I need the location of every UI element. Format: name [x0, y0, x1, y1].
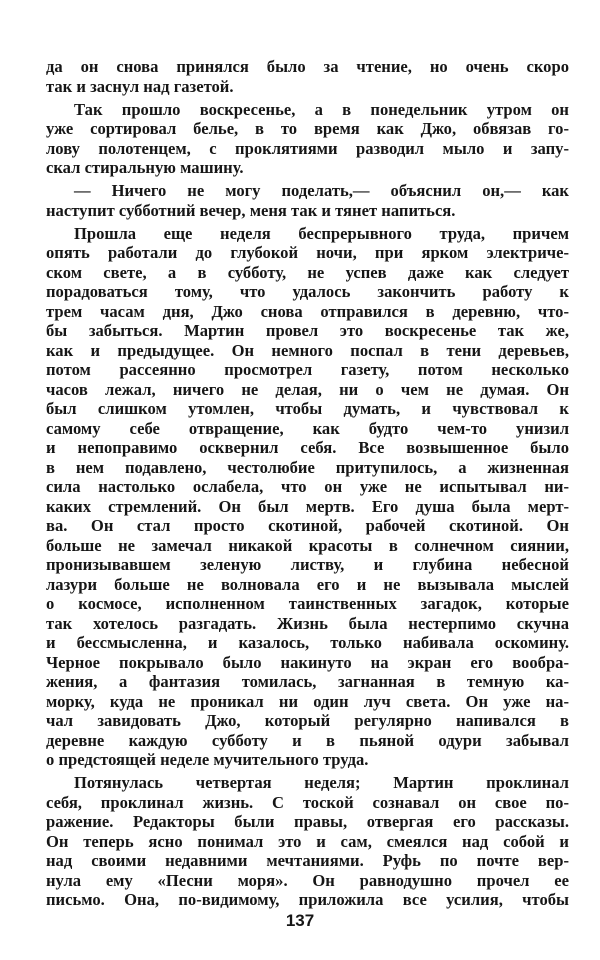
- text-line: лазури больше не волновала его и не вызывала мыслей: [46, 574, 569, 594]
- text-line: трем часам дня, Джо снова отправился в деревню, что-: [46, 301, 569, 321]
- text-line: и бессмысленна, и казалось, только набивала оскомину.: [46, 633, 569, 652]
- text-line: о космосе, исполненном таинственных загадок, которые: [46, 594, 569, 613]
- text-line: Потянулась четвертая неделя; Мартин проклинал: [74, 773, 569, 792]
- text-line: — Ничего не могу поделать,— объяснил он,— как: [74, 181, 569, 200]
- text-line: жения, а фантазия томилась, загнанная в темную ка-: [46, 672, 569, 691]
- paragraph: [46, 57, 569, 96]
- text-line: Он теперь ясно понимал это и сам, смеялся над собой и: [46, 831, 569, 851]
- text-line: и непоправимо осквернил себя. Все возвышенное было: [46, 438, 569, 457]
- text-line: так и заснул над газетой.: [46, 76, 234, 96]
- text-line: наступит субботний вечер, меня так и тянет напиться.: [46, 200, 456, 220]
- text-line: потом рассеянно просмотрел газету, потом несколько: [46, 360, 569, 379]
- text-line: так хотелось разгадать. Жизнь была нестерпимо скучна: [46, 613, 569, 633]
- text-line: ражение. Редакторы были правы, отвергая его рассказы.: [46, 812, 569, 831]
- text-line: каких стремлений. Он был мертв. Его душа была мерт-: [46, 496, 569, 516]
- paragraph: [46, 773, 569, 910]
- text-line: Черное покрывало было накинуто на экран его вообра-: [46, 652, 569, 672]
- text-line: ва. Он стал просто скотиной, рабочей скотиной. Он: [46, 516, 569, 535]
- text-line: себя, проклинал жизнь. С тоской сознавал он свое по-: [46, 792, 569, 812]
- page-text: [46, 57, 569, 910]
- text-line: скал стиральную машину.: [46, 158, 244, 177]
- text-line: опять работали до глубокой ночи, при ярком электриче-: [46, 243, 569, 262]
- text-line: чал завидовать Джо, который регулярно напивался в: [46, 711, 569, 730]
- text-line: да он снова принялся было за чтение, но очень скоро: [46, 57, 569, 76]
- text-line: часов лежал, ничего не делая, ни о чем не думая. Он: [46, 379, 569, 399]
- text-line: был слишком утомлен, чтобы думать, и чувствовал к: [46, 399, 569, 418]
- page-number: 137: [285, 911, 315, 930]
- text-line: бы забыться. Мартин провел это воскресенье так же,: [46, 321, 569, 340]
- text-line: Прошла еще неделя беспрерывного труда, причем: [74, 223, 569, 243]
- text-line: Так прошло воскресенье, а в понедельник утром он: [74, 99, 569, 119]
- text-line: деревне каждую субботу и в пьяной одури забывал: [46, 730, 569, 750]
- text-line: сила настолько ослабела, что он уже не испытывал ни-: [46, 477, 569, 496]
- text-line: как и предыдущее. Он немного поспал в тени деревьев,: [46, 340, 569, 360]
- text-line: больше не замечал никакой красоты в солнечном сиянии,: [46, 535, 569, 555]
- text-line: морку, куда не проникал ни один луч света. Он уже на-: [46, 691, 569, 711]
- paragraph: [46, 181, 569, 220]
- text-line: о предстоящей неделе мучительного труда.: [46, 750, 369, 769]
- text-line: ском свете, а в субботу, не успев даже как следует: [46, 262, 569, 282]
- text-line: самому себе отвращение, как будто чем-то унизил: [46, 418, 569, 438]
- text-line: над своими недавними мечтаниями. Руфь по почте вер-: [46, 851, 569, 870]
- text-line: письмо. Она, по-видимому, приложила все усилия, чтобы: [46, 890, 569, 909]
- text-line: пронизывавшем зеленую листву, и глубина небесной: [46, 555, 569, 574]
- paragraph: [46, 224, 569, 770]
- text-line: лову полотенцем, с проклятиями разводил мыло и запу-: [46, 138, 569, 158]
- paragraph: [46, 100, 569, 178]
- text-line: в нем подавлено, честолюбие притупилось, а жизненная: [46, 457, 569, 477]
- text-line: нула ему «Песни моря». Он равнодушно прочел ее: [46, 870, 569, 890]
- text-line: порадоваться тому, что удалось закончить работу к: [46, 282, 569, 301]
- text-line: уже сортировал белье, в то время как Джо, обвязав го-: [46, 119, 569, 138]
